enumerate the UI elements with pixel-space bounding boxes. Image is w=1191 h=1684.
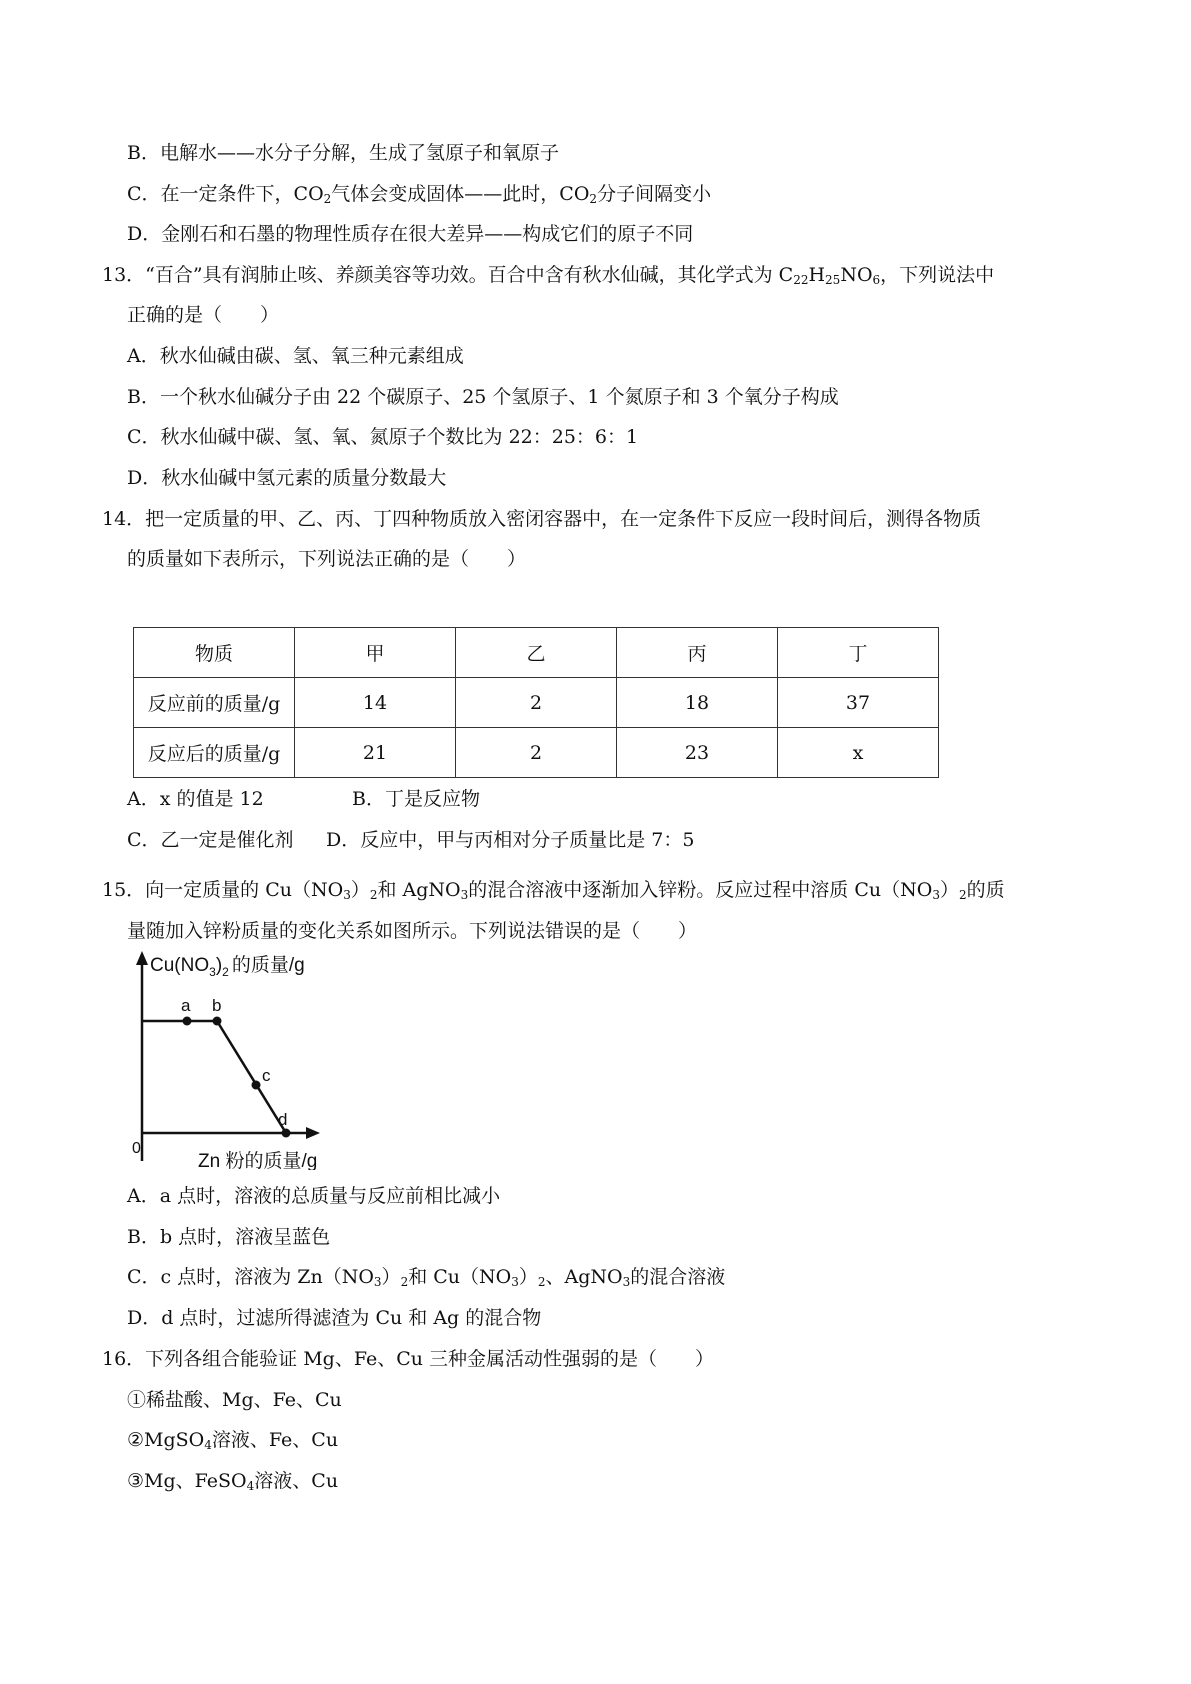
q14-data-table bbox=[133, 627, 939, 778]
q15-option-d: D．d 点时，过滤所得滤渣为 Cu 和 Ag 的混合物 bbox=[127, 1307, 542, 1329]
q15-line-graph bbox=[128, 945, 358, 1170]
q15-option-b: B．b 点时，溶液呈蓝色 bbox=[127, 1226, 331, 1248]
q14-option-c: C．乙一定是催化剂 bbox=[127, 829, 294, 851]
point-a bbox=[183, 1017, 192, 1026]
q15-stem-line2: 量随加入锌粉质量的变化关系如图所示。下列说法错误的是（ ） bbox=[127, 920, 698, 942]
q13-option-b: B．一个秋水仙碱分子由 22 个碳原子、25 个氢原子、1 个氮原子和 3 个氧分子构成 bbox=[127, 386, 839, 408]
x-axis-label: Zn 粉的质量/g bbox=[198, 1151, 318, 1170]
table-header-cell: 甲 bbox=[295, 628, 456, 678]
y-axis-arrow bbox=[136, 951, 148, 965]
q13-option-d: D．秋水仙碱中氢元素的质量分数最大 bbox=[127, 467, 447, 489]
q12-option-d: D．金刚石和石墨的物理性质存在很大差异——构成它们的原子不同 bbox=[127, 223, 694, 245]
table-header-cell: 乙 bbox=[456, 628, 617, 678]
table-cell: 18 bbox=[617, 678, 778, 728]
table-cell: 14 bbox=[295, 678, 456, 728]
q15-option-c: C．c 点时，溶液为 $Zn(NO_3)_2$和 $Cu(NO_3)_2$、AgNO$_3$的混合溶液 bbox=[127, 1266, 726, 1289]
q12-option-c: C．在一定条件下，$CO_2$气体会变成固体——此时，$CO_2$分子间隔变小 bbox=[127, 183, 712, 206]
point-d-label: d bbox=[278, 1110, 288, 1129]
q14-option-b: B．丁是反应物 bbox=[352, 788, 480, 810]
table-cell: x bbox=[778, 728, 939, 778]
table-row bbox=[134, 728, 939, 778]
point-d bbox=[282, 1129, 291, 1138]
q15-stem-line1: 15．向一定质量的 $Cu(NO_3)_2$和 AgNO$_3$的混合溶液中逐渐加入锌粉。反应过程中溶质 $Cu(NO_3)_2$的质 bbox=[102, 879, 1005, 902]
q14-stem-line1: 14．把一定质量的甲、乙、丙、丁四种物质放入密闭容器中，在一定条件下反应一段时间后，测得各物质 bbox=[102, 508, 982, 530]
q16-item-3: ③Mg、FeSO$_4$溶液、Cu bbox=[127, 1470, 339, 1493]
q13-option-a: A．秋水仙碱由碳、氢、氧三种元素组成 bbox=[127, 345, 464, 367]
table-header-cell: 丁 bbox=[778, 628, 939, 678]
q14-option-a: A．x 的值是 12 bbox=[127, 788, 264, 810]
point-c bbox=[252, 1081, 261, 1090]
q13-option-c: C．秋水仙碱中碳、氢、氧、氮原子个数比为 22：25：6：1 bbox=[127, 426, 639, 448]
table-cell: 2 bbox=[456, 728, 617, 778]
q13-stem-line1: 13．“百合”具有润肺止咳、养颜美容等功效。百合中含有秋水仙碱，其化学式为 $C_{22}H_{25}NO_6$，下列说法中 bbox=[102, 264, 995, 287]
x-axis-arrow bbox=[306, 1127, 320, 1139]
q16-item-2: ②MgSO$_4$溶液、Fe、Cu bbox=[127, 1429, 339, 1452]
y-axis-label: $Cu(NO_3)_2$ 的质量/g bbox=[150, 955, 305, 979]
table-header-cell: 物质 bbox=[134, 628, 295, 678]
origin-label: 0 bbox=[132, 1140, 141, 1157]
q13-stem-line2: 正确的是（ ） bbox=[127, 304, 280, 326]
table-cell: 37 bbox=[778, 678, 939, 728]
q14-option-d: D．反应中，甲与丙相对分子质量比是 7：5 bbox=[326, 829, 695, 851]
table-header-cell: 丙 bbox=[617, 628, 778, 678]
q16-stem: 16．下列各组合能验证 Mg、Fe、Cu 三种金属活动性强弱的是（ ） bbox=[102, 1348, 715, 1370]
point-a-label: a bbox=[181, 996, 191, 1015]
table-header-row bbox=[134, 628, 939, 678]
table-cell: 2 bbox=[456, 678, 617, 728]
point-b bbox=[213, 1017, 222, 1026]
point-b-label: b bbox=[212, 996, 222, 1015]
q16-item-1: ①稀盐酸、Mg、Fe、Cu bbox=[127, 1389, 342, 1411]
q12-option-b: B．电解水——水分子分解，生成了氢原子和氧原子 bbox=[127, 142, 559, 164]
table-cell: 反应前的质量/g bbox=[134, 678, 295, 728]
q15-option-a: A．a 点时，溶液的总质量与反应前相比减小 bbox=[127, 1185, 501, 1207]
table-cell: 23 bbox=[617, 728, 778, 778]
table-cell: 反应后的质量/g bbox=[134, 728, 295, 778]
table-cell: 21 bbox=[295, 728, 456, 778]
table-row bbox=[134, 678, 939, 728]
q14-stem-line2: 的质量如下表所示，下列说法正确的是（ ） bbox=[127, 548, 527, 570]
point-c-label: c bbox=[262, 1066, 271, 1085]
